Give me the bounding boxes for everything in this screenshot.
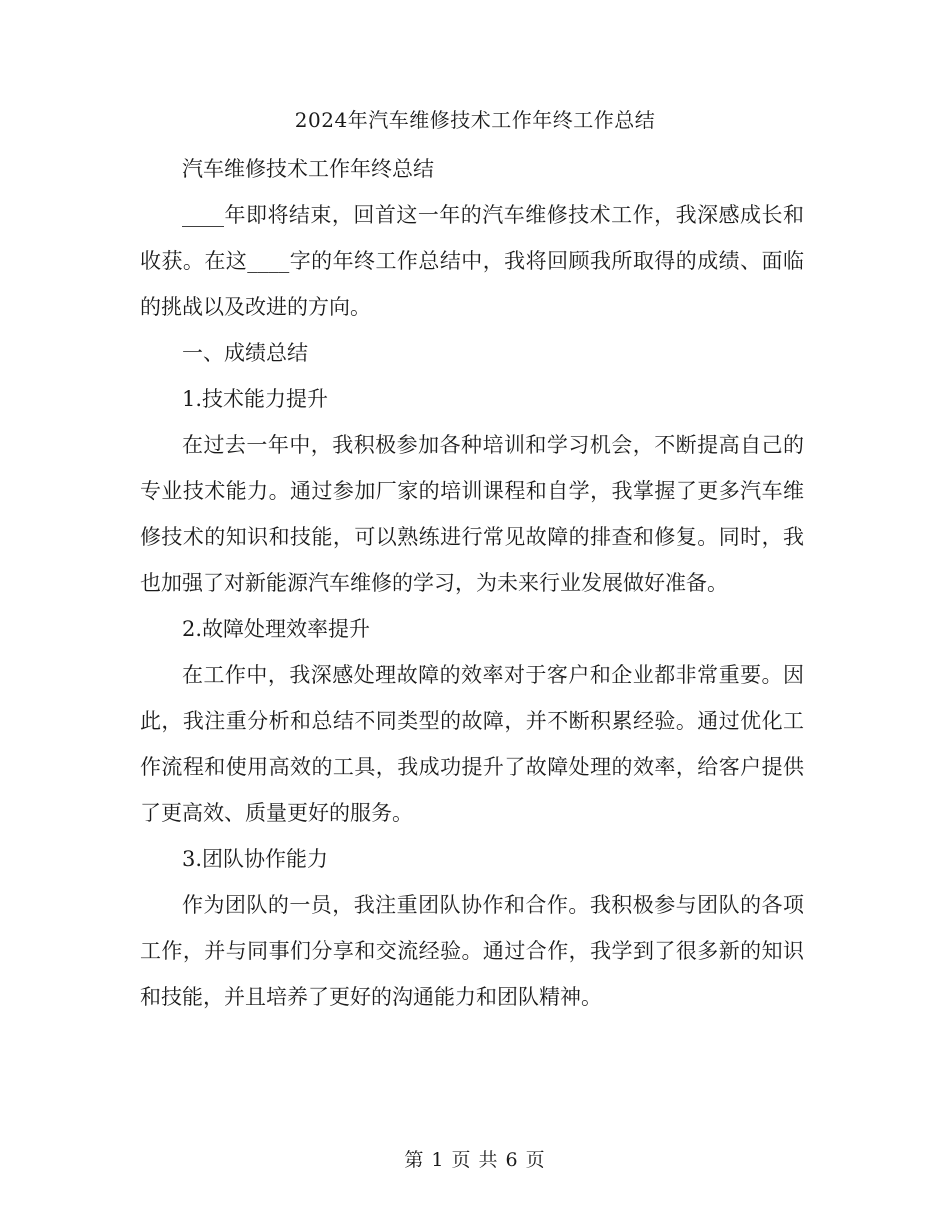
document-body [140,146,804,1020]
intro-paragraph: ____年即将结束，回首这一年的汽车维修技术工作，我深感成长和收获。在这____字的年终工作总结中，我将回顾我所取得的成绩、面临的挑战以及改进的方向。 [140,203,804,319]
section-heading: 汽车维修技术工作年终总结 [182,157,434,181]
subsection-heading: 2.故障处理效率提升 [182,617,371,641]
body-paragraph: 作为团队的一员，我注重团队协作和合作。我积极参与团队的各项工作，并与同事们分享和交流经验。通过合作，我学到了很多新的知识和技能，并且培养了更好的沟通能力和团队精神。 [140,893,804,1009]
section-heading: 一、成绩总结 [182,341,308,365]
body-paragraph: 在工作中，我深感处理故障的效率对于客户和企业都非常重要。因此，我注重分析和总结不同类型的故障，并不断积累经验。通过优化工作流程和使用高效的工具，我成功提升了故障处理的效率，给客户提供了更高效、质量更好的服务。 [140,663,804,825]
subsection-heading: 3.团队协作能力 [182,847,329,871]
subsection-heading: 1.技术能力提升 [182,387,329,411]
body-paragraph: 在过去一年中，我积极参加各种培训和学习机会，不断提高自己的专业技术能力。通过参加厂家的培训课程和自学，我掌握了更多汽车维修技术的知识和技能，可以熟练进行常见故障的排查和修复。同时，我也加强了对新能源汽车维修的学习，为未来行业发展做好准备。 [140,433,804,595]
document-title: 2024年汽车维修技术工作年终工作总结 [294,108,656,132]
page-number-footer: 第 1 页 共 6 页 [404,1149,546,1171]
